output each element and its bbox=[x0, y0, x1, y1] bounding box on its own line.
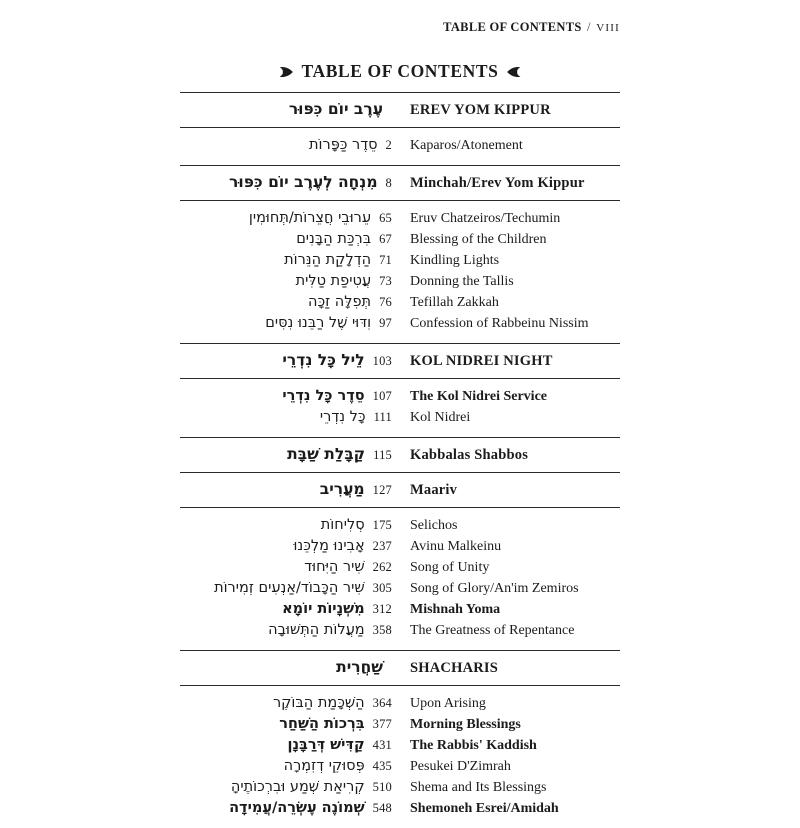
entry-page-number: 111 bbox=[373, 410, 392, 424]
entry-page-number: 358 bbox=[372, 623, 392, 637]
entry-title: Morning Blessings bbox=[410, 717, 521, 732]
entry-title: Shemoneh Esrei/Amidah bbox=[410, 801, 559, 816]
entry-page-number: 71 bbox=[379, 253, 392, 267]
entry-title: Shema and Its Blessings bbox=[410, 780, 547, 795]
toc-section-header bbox=[180, 651, 620, 686]
entry-hebrew: שִׁיר הַכָּבוֹד/אַנְעִים זְמִירוֹת bbox=[214, 580, 365, 596]
entry-title: Kaparos/Atonement bbox=[410, 138, 523, 153]
entry-page-number: 364 bbox=[372, 696, 392, 710]
toc-entry bbox=[180, 599, 620, 620]
entry-hebrew: הַדְלָקַת הַנֵּרוֹת bbox=[284, 252, 372, 268]
entry-title: Selichos bbox=[410, 518, 458, 533]
entry-hebrew: עֵרוּבֵי חֲצֵרוֹת/תְּחוּמִין bbox=[248, 210, 372, 226]
entry-page-number: 97 bbox=[379, 316, 392, 330]
fleuron-right-icon bbox=[507, 66, 521, 78]
entry-page-number: 103 bbox=[372, 354, 392, 368]
entry-hebrew: קַדִּישׁ דְּרַבָּנָן bbox=[287, 737, 365, 753]
toc-title bbox=[180, 61, 620, 82]
entry-page-number: 262 bbox=[372, 560, 392, 574]
entry-page-number: 67 bbox=[379, 232, 392, 246]
entry-page-number: 435 bbox=[372, 759, 392, 773]
toc-entry bbox=[180, 536, 620, 557]
entry-hebrew: שְׁמוֹנֶה עֶשְׂרֵה/עֲמִידָה bbox=[229, 800, 365, 816]
entry-hebrew: שַׁחֲרִית bbox=[336, 658, 383, 676]
entry-title: Kabbalas Shabbos bbox=[410, 447, 529, 463]
entry-title: Song of Glory/An'im Zemiros bbox=[410, 581, 579, 596]
toc-entry bbox=[180, 578, 620, 599]
entry-hebrew: סֵדֶר כַּפָּרוֹת bbox=[309, 137, 378, 153]
entry-hebrew: מַעֲרִיב bbox=[319, 480, 365, 498]
toc-section bbox=[180, 165, 620, 343]
entry-title: Pesukei D'Zimrah bbox=[410, 759, 511, 774]
entry-hebrew: פְּסוּקֵי דְזִמְרָה bbox=[283, 758, 365, 774]
entry-hebrew: מִנְחָה לְעֶרֶב יוֹם כִּפּוּר bbox=[229, 173, 378, 191]
entry-title: The Kol Nidrei Service bbox=[410, 389, 547, 404]
toc-entry bbox=[180, 208, 620, 229]
toc-entry bbox=[180, 693, 620, 714]
toc-entry bbox=[180, 557, 620, 578]
entry-page-number: 237 bbox=[372, 539, 392, 553]
entry-title: SHACHARIS bbox=[410, 660, 499, 676]
toc-entry bbox=[180, 798, 620, 819]
toc-section bbox=[180, 437, 620, 473]
toc-entry bbox=[180, 515, 620, 536]
entry-hebrew: בִּרְכַּת הַבָּנִים bbox=[296, 231, 372, 247]
entry-hebrew: שִׁיר הַיִּחוּד bbox=[304, 559, 365, 575]
entry-page-number: 2 bbox=[385, 138, 392, 152]
entry-page-number: 127 bbox=[372, 483, 392, 497]
entry-hebrew: וִדּוּי שֶׁל רַבֵּנוּ נִסִּים bbox=[265, 315, 372, 331]
entry-hebrew: מִשְׁנָיוֹת יוֹמָא bbox=[282, 601, 365, 617]
toc-entry bbox=[180, 229, 620, 250]
toc-entry bbox=[180, 271, 620, 292]
page-content bbox=[180, 0, 620, 828]
entry-hebrew: קַבָּלַת שַׁבָּת bbox=[287, 445, 366, 463]
entry-hebrew: לֵיל כָּל נִדְרֵי bbox=[282, 351, 365, 369]
toc-entry bbox=[180, 135, 620, 156]
running-header-page-roman: VIII bbox=[596, 22, 620, 34]
running-header bbox=[180, 0, 620, 35]
entry-title: Mishnah Yoma bbox=[410, 602, 501, 617]
entry-title: KOL NIDREI NIGHT bbox=[410, 353, 553, 369]
entry-hebrew: סֵדֶר כָּל נִדְרֵי bbox=[282, 388, 365, 404]
entry-hebrew: כָּל נִדְרֵי bbox=[319, 409, 366, 425]
entry-title: Donning the Tallis bbox=[410, 274, 514, 289]
entry-title: Kol Nidrei bbox=[410, 410, 471, 425]
toc-section-header bbox=[180, 473, 620, 508]
entry-page-number: 76 bbox=[379, 295, 392, 309]
entry-hebrew: קְרִיאַת שְׁמַע וּבִרְכוֹתֶיהָ bbox=[230, 779, 365, 795]
entry-hebrew: סְלִיחוֹת bbox=[320, 517, 365, 533]
entry-page-number: 312 bbox=[372, 602, 392, 616]
entry-title: Blessing of the Children bbox=[410, 232, 547, 247]
entry-page-number: 107 bbox=[372, 389, 392, 403]
entry-page-number: 73 bbox=[379, 274, 392, 288]
toc-entry bbox=[180, 250, 620, 271]
entry-hebrew: בִּרְכוֹת הַשַּׁחַר bbox=[279, 716, 365, 732]
toc-title-text: TABLE OF CONTENTS bbox=[301, 61, 499, 81]
entry-title: Confession of Rabbeinu Nissim bbox=[410, 316, 589, 331]
entry-title: The Rabbis' Kaddish bbox=[410, 738, 537, 753]
entry-page-number: 431 bbox=[372, 738, 392, 752]
toc-entry bbox=[180, 620, 620, 641]
entry-title: Eruv Chatzeiros/Techumin bbox=[410, 211, 561, 226]
entry-hebrew: אָבִינוּ מַלְכֵּנוּ bbox=[293, 538, 365, 554]
entry-title: Maariv bbox=[410, 482, 458, 498]
toc-section bbox=[180, 343, 620, 437]
running-header-separator: / bbox=[587, 20, 591, 34]
entry-title: Song of Unity bbox=[410, 560, 490, 575]
toc-section-header bbox=[180, 438, 620, 473]
running-header-title: TABLE OF CONTENTS bbox=[443, 20, 582, 34]
entry-title: Avinu Malkeinu bbox=[410, 539, 502, 554]
toc-section bbox=[180, 650, 620, 828]
toc-entry bbox=[180, 407, 620, 428]
entry-page-number: 115 bbox=[373, 448, 392, 462]
toc-entry bbox=[180, 313, 620, 334]
entry-page-number: 548 bbox=[372, 801, 392, 815]
toc-entry bbox=[180, 714, 620, 735]
entry-title: Tefillah Zakkah bbox=[410, 295, 499, 310]
entry-page-number: 175 bbox=[372, 518, 392, 532]
toc-section-header bbox=[180, 344, 620, 379]
toc-section bbox=[180, 92, 620, 165]
toc-entry bbox=[180, 777, 620, 798]
fleuron-left-icon bbox=[279, 66, 293, 78]
entry-title: Upon Arising bbox=[410, 696, 486, 711]
toc-entry bbox=[180, 386, 620, 407]
entry-title: Kindling Lights bbox=[410, 253, 500, 268]
entry-page-number: 377 bbox=[372, 717, 392, 731]
toc-section bbox=[180, 473, 620, 650]
toc-entry bbox=[180, 756, 620, 777]
entry-page-number: 8 bbox=[385, 176, 392, 190]
entry-hebrew: הַשְׁכָּמַת הַבּוֹקֶר bbox=[272, 695, 365, 711]
entry-hebrew: עֲטִיפַת טַלִּית bbox=[295, 273, 372, 289]
toc-entry bbox=[180, 735, 620, 756]
entry-hebrew: מַעֲלוֹת הַתְּשׁוּבָה bbox=[268, 622, 365, 638]
entry-hebrew: עֶרֶב יוֹם כִּפּוּר bbox=[288, 100, 383, 118]
toc-section-header bbox=[180, 93, 620, 128]
toc-entry bbox=[180, 292, 620, 313]
entry-page-number: 510 bbox=[372, 780, 392, 794]
entry-page-number: 65 bbox=[379, 211, 392, 225]
entry-hebrew: תְּפִלָּה זַכָּה bbox=[308, 294, 372, 310]
entry-title: EREV YOM KIPPUR bbox=[410, 102, 551, 118]
entry-page-number: 305 bbox=[372, 581, 392, 595]
toc-section-header bbox=[180, 166, 620, 201]
entry-title: Minchah/Erev Yom Kippur bbox=[410, 175, 585, 191]
entry-title: The Greatness of Repentance bbox=[410, 623, 575, 638]
